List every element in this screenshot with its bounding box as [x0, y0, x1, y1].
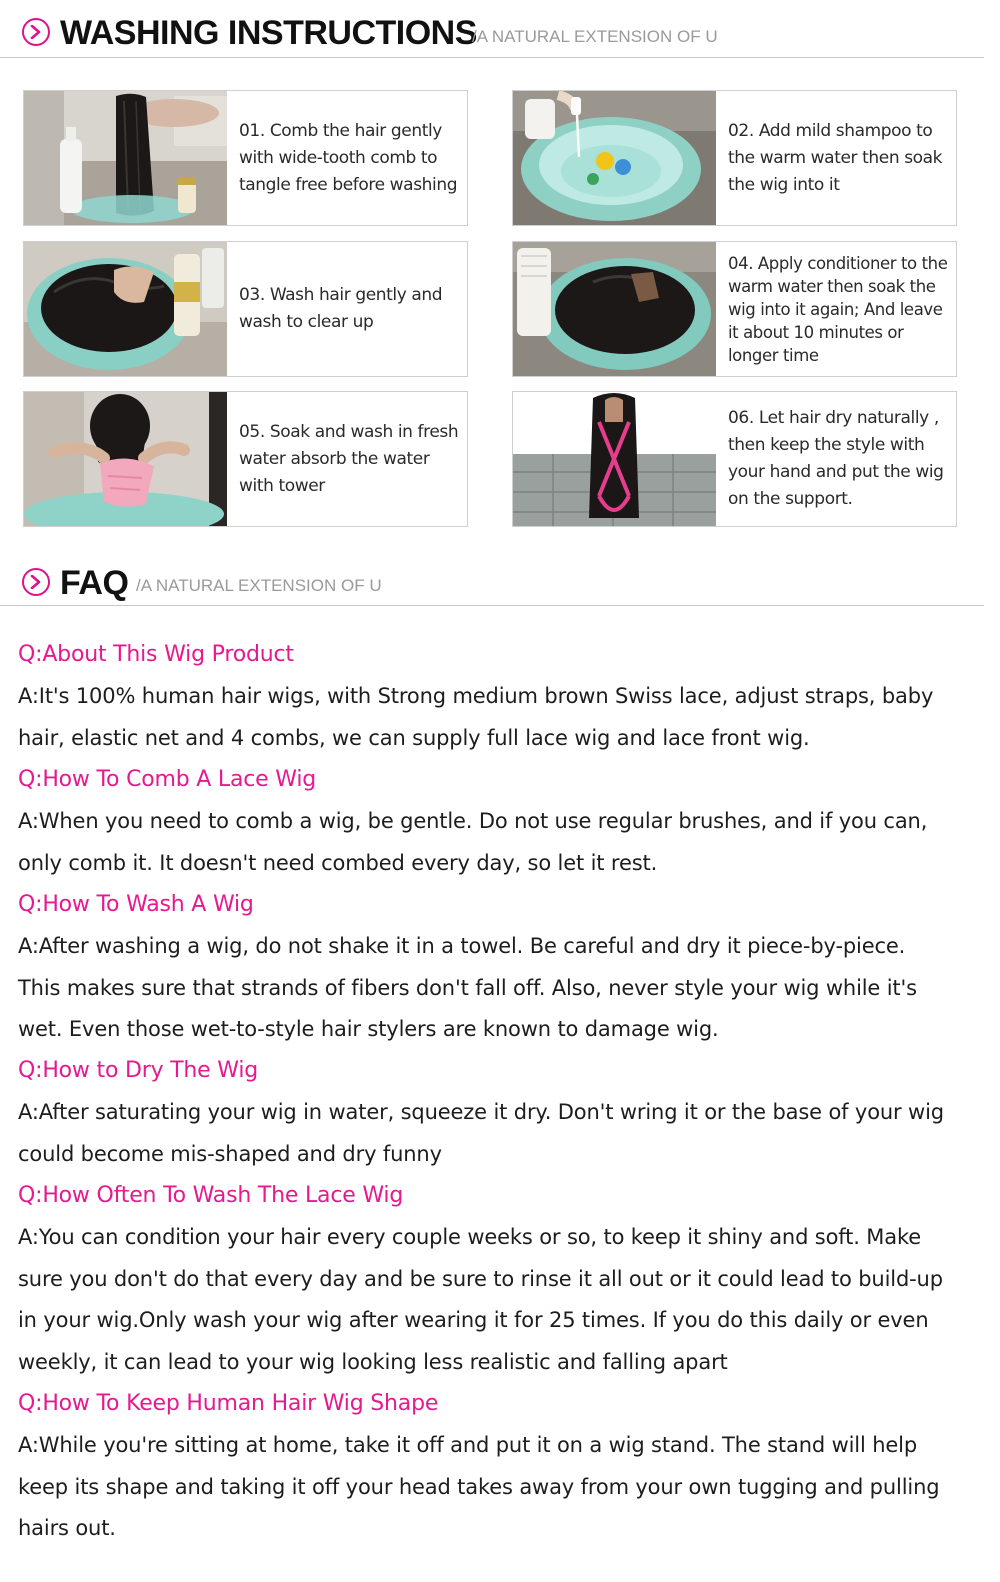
step-6-photo: [513, 392, 716, 526]
faq-answer: A:After washing a wig, do not shake it in a towel. Be careful and dry it piece-by-piece. This makes sure that strands of fibers don't fall off. Also, never style your wig while it's wet. Even those wet-to-style hair stylers are known to damage wig.: [18, 934, 917, 1042]
chevron-right-icon: [22, 18, 50, 46]
step-3-text: 03. Wash hair gently and wash to clear up: [239, 285, 443, 332]
faq-question: Q:About This Wig Product: [18, 642, 294, 667]
step-4-text: 04. Apply conditioner to the warm water then soak the wig into it again; And leave it about 10 minutes or longer time: [728, 253, 948, 365]
faq-question: Q:How Often To Wash The Lace Wig: [18, 1183, 404, 1208]
faq-item-1: [18, 634, 948, 759]
step-4-photo: [513, 242, 716, 376]
washing-step-3: [23, 241, 468, 377]
washing-section-header: [0, 0, 984, 58]
faq-item-5: [18, 1175, 948, 1383]
faq-section-header: [0, 548, 984, 606]
step-3-photo: [24, 242, 227, 376]
washing-step-1: [23, 90, 468, 226]
step-5-text: 05. Soak and wash in fresh water absorb the water with tower: [239, 421, 459, 496]
faq-question: Q:How to Dry The Wig: [18, 1058, 259, 1083]
washing-step-2: [512, 90, 957, 226]
faq-answer: A:While you're sitting at home, take it off and put it on a wig stand. The stand will help keep its shape and taking it off your head takes away from your own tugging and pulling hairs out.: [18, 1433, 940, 1541]
faq-question: Q:How To Wash A Wig: [18, 892, 254, 917]
step-1-text: 01. Comb the hair gently with wide-tooth comb to tangle free before washing: [239, 120, 458, 195]
step-5-photo: [24, 392, 227, 526]
faq-item-2: [18, 759, 948, 884]
faq-answer: A:After saturating your wig in water, squeeze it dry. Don't wring it or the base of your wig could become mis-shaped and dry funny: [18, 1100, 944, 1166]
step-6-text: 06. Let hair dry naturally , then keep the style with your hand and put the wig on the support.: [728, 408, 944, 509]
faq-answer: A:When you need to comb a wig, be gentle. Do not use regular brushes, and if you can, only comb it. It doesn't need combed every day, so let it rest.: [18, 809, 928, 875]
faq-title: FAQ: [60, 564, 129, 602]
step-2-text: 02. Add mild shampoo to the warm water then soak the wig into it: [728, 120, 943, 195]
faq-question: Q:How To Keep Human Hair Wig Shape: [18, 1391, 439, 1416]
step-2-photo: [513, 91, 716, 225]
faq-item-3: [18, 884, 948, 1051]
faq-answer: A:You can condition your hair every couple weeks or so, to keep it shiny and soft. Make sure you don't do that every day and be sure to rinse it all out or it could lead to build-up in your wig.Only wash your wig after wearing it for 25 times. If you do this daily or even weekly, it can lead to your wig looking less realistic and falling apart: [18, 1225, 943, 1374]
chevron-right-icon: [22, 568, 50, 596]
washing-subtitle: /A NATURAL EXTENSION OF U: [472, 27, 718, 46]
washing-title: WASHING INSTRUCTIONS: [60, 14, 477, 52]
faq-item-4: [18, 1050, 948, 1175]
step-1-photo: [24, 91, 227, 225]
washing-step-4: [512, 241, 957, 377]
faq-question: Q:How To Comb A Lace Wig: [18, 767, 317, 792]
washing-step-5: [23, 391, 468, 527]
faq-answer: A:It's 100% human hair wigs, with Strong medium brown Swiss lace, adjust straps, baby hair, elastic net and 4 combs, we can supply full lace wig and lace front wig.: [18, 684, 934, 750]
washing-step-6: [512, 391, 957, 527]
faq-subtitle: /A NATURAL EXTENSION OF U: [136, 576, 382, 595]
faq-item-6: [18, 1383, 948, 1550]
